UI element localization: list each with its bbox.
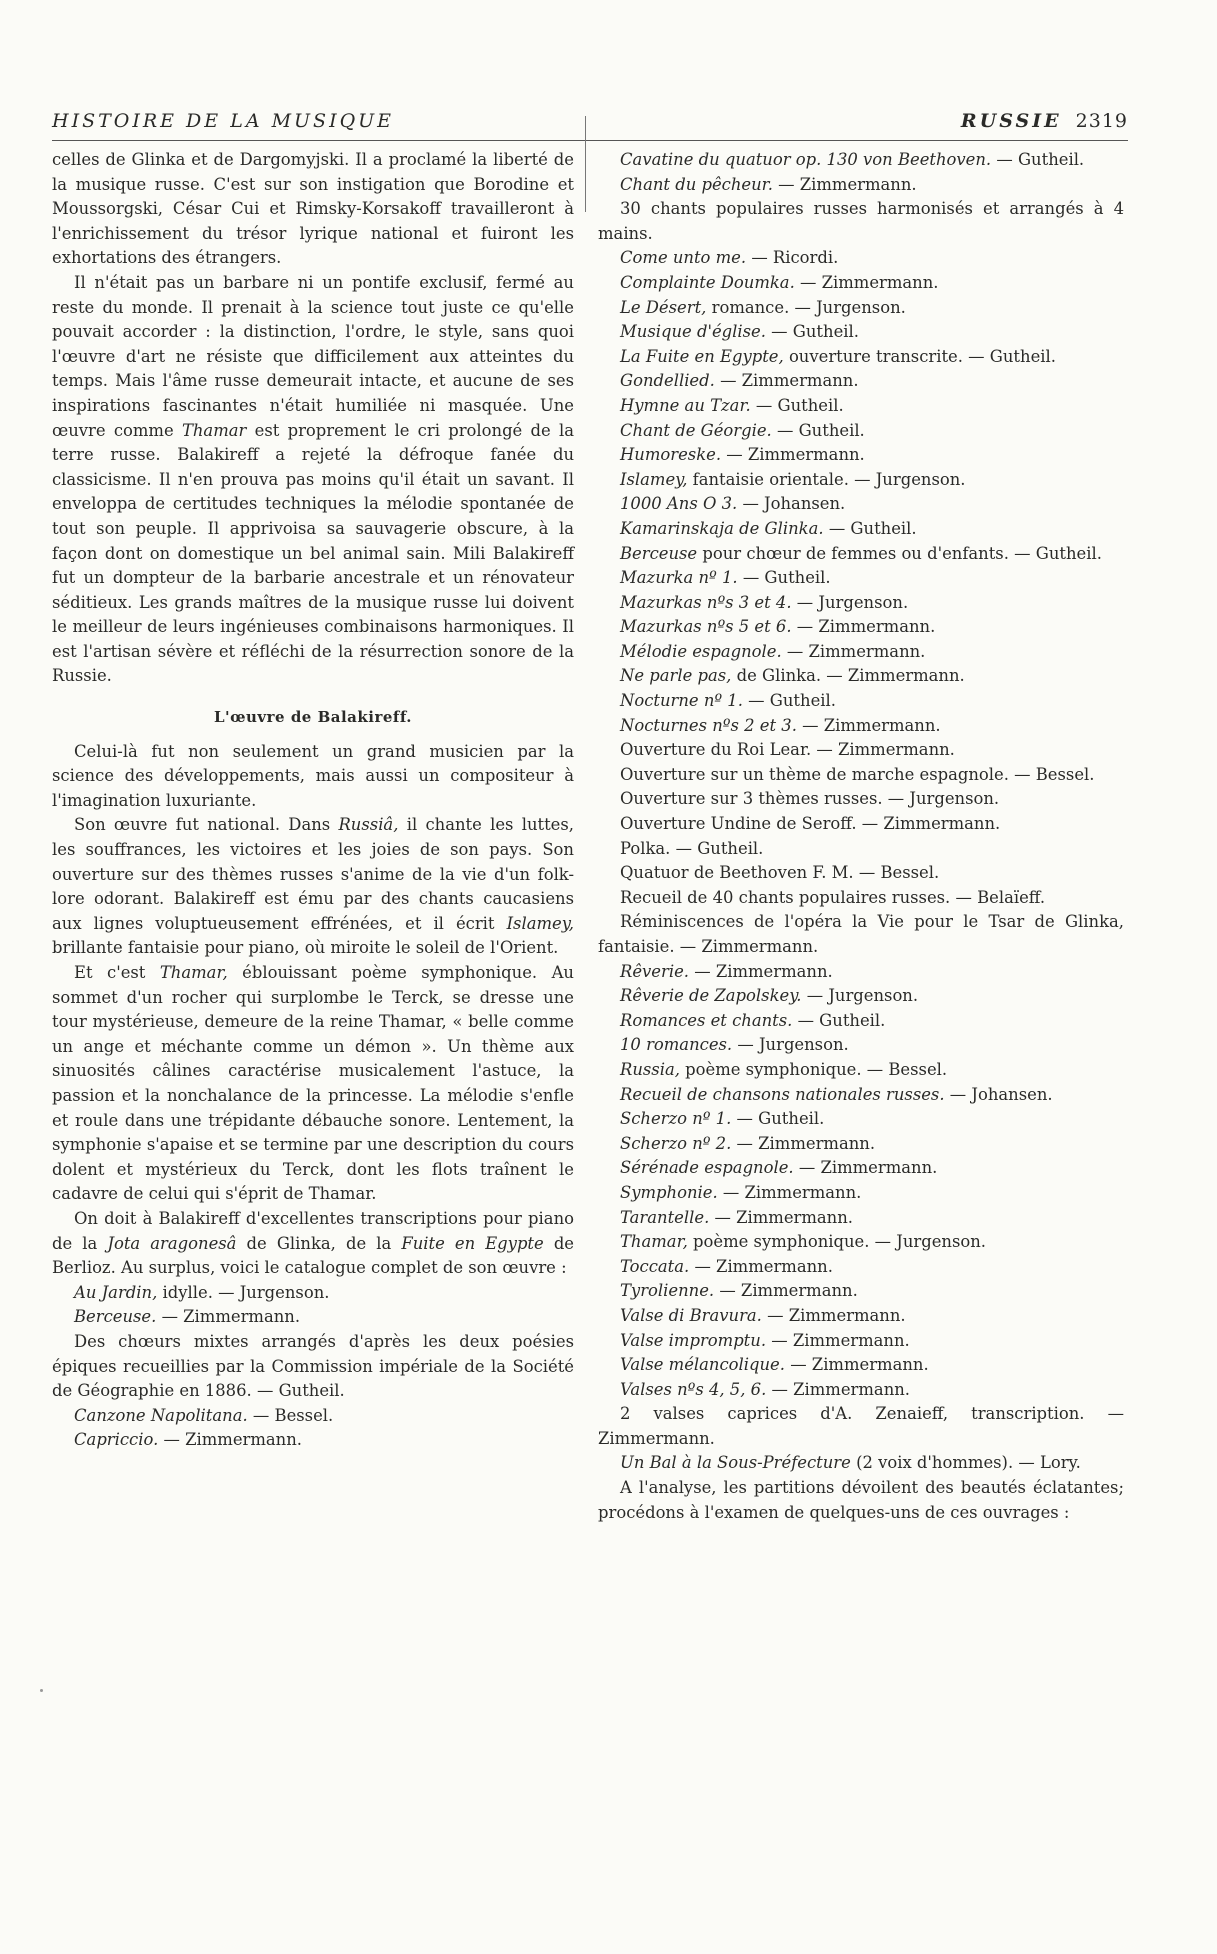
left-column	[52, 148, 574, 1453]
text-run: On doit à Balakireff d'excellentes transcriptions pour piano de la	[52, 1208, 574, 1253]
catalogue-entry	[598, 1378, 1124, 1403]
work-title: Fuite en Egypte	[401, 1233, 544, 1253]
catalogue-entry	[598, 197, 1124, 246]
work-title: Come unto me.	[620, 248, 747, 268]
work-title: Russiâ,	[338, 815, 399, 835]
work-title: Kamarinskaja de Glinka.	[620, 518, 824, 538]
work-title: Ne parle pas,	[620, 666, 732, 686]
work-title: Canzone Napolitana.	[74, 1405, 248, 1425]
text-run: de Glinka, de la	[246, 1233, 392, 1253]
publisher-text: — Johansen.	[742, 494, 846, 514]
publisher-text: — Zimmermann.	[767, 1305, 906, 1325]
page-speck	[40, 1689, 43, 1692]
work-title: Valses nºs 4, 5, 6.	[620, 1379, 767, 1399]
publisher-text: — Zimmermann.	[163, 1430, 302, 1450]
publisher-text: de Glinka. — Zimmermann.	[736, 666, 965, 686]
catalogue-entry	[598, 886, 1124, 911]
column-divider	[585, 116, 586, 212]
publisher-text: poème symphonique. — Bessel.	[685, 1059, 948, 1079]
work-title: Thamar	[181, 420, 247, 440]
text-run: de Berlioz. Au surplus, voici le catalogue complet de son œuvre :	[52, 1233, 575, 1278]
text-run: Son œuvre fut national. Dans	[74, 815, 331, 835]
running-header	[52, 110, 1128, 136]
catalogue-entry	[598, 296, 1124, 321]
catalogue-entry	[598, 246, 1124, 271]
catalogue-entry	[598, 714, 1124, 739]
work-title: 1000 Ans O 3.	[620, 494, 738, 514]
catalogue-entry	[598, 443, 1124, 468]
publisher-text: — Zimmermann.	[726, 445, 865, 465]
publisher-text: Réminiscences de l'opéra la Vie pour le Tsar de Glinka, fantaisie. — Zimmermann.	[598, 912, 1124, 956]
publisher-text: poème symphonique. — Jurgenson.	[693, 1232, 987, 1252]
work-title: Sérénade espagnole.	[620, 1158, 794, 1178]
catalogue-entry	[598, 738, 1124, 763]
catalogue-entry	[598, 320, 1124, 345]
work-title: Mazurka nº 1.	[620, 568, 738, 588]
catalogue-list	[598, 148, 1124, 1476]
work-title: 10 romances.	[620, 1035, 733, 1055]
work-title: Mazurkas nºs 5 et 6.	[620, 617, 792, 637]
work-title: Musique d'église.	[620, 322, 766, 342]
work-title: Au Jardin,	[74, 1282, 158, 1302]
publisher-text: fantaisie orientale. — Jurgenson.	[692, 469, 966, 489]
header-section	[961, 110, 1128, 132]
work-title: Valse impromptu.	[620, 1330, 767, 1350]
catalogue-entry	[598, 173, 1124, 198]
work-title: Gondellied.	[620, 371, 715, 391]
work-title: Islamey,	[506, 913, 574, 933]
work-title: Humoreske.	[620, 445, 722, 465]
catalogue-entry	[598, 689, 1124, 714]
publisher-text: — Zimmermann.	[720, 371, 859, 391]
work-title: Cavatine du quatuor op. 130 von Beethoven.	[620, 150, 992, 169]
work-title: Nocturne nº 1.	[620, 691, 743, 711]
catalogue-entry	[598, 910, 1124, 959]
work-title: Mazurkas nºs 3 et 4.	[620, 592, 792, 612]
work-title: Romances et chants.	[620, 1010, 793, 1030]
catalogue-entry	[598, 1230, 1124, 1255]
publisher-text: — Zimmermann.	[800, 272, 939, 292]
work-title: Jota aragonesâ	[107, 1233, 237, 1253]
catalogue-entry	[598, 1451, 1124, 1476]
publisher-text: — Zimmermann.	[722, 1182, 862, 1202]
publisher-text: — Zimmermann.	[802, 715, 941, 735]
publisher-text: Recueil de 40 chants populaires russes. — Belaïeff.	[620, 887, 1046, 907]
catalogue-entry	[598, 1107, 1124, 1132]
catalogue-entry	[52, 1281, 574, 1306]
publisher-text: — Zimmermann.	[714, 1207, 853, 1227]
catalogue-entry	[52, 1305, 574, 1330]
closing-paragraph: A l'analyse, les partitions dévoilent des beautés éclatantes; procédons à l'examen de quelques-uns de ces ouvrages :	[598, 1478, 1124, 1522]
work-title: Thamar,	[159, 963, 228, 982]
work-title: Complainte Doumka.	[620, 272, 795, 292]
publisher-text: — Gutheil.	[755, 395, 844, 415]
paragraph	[52, 961, 574, 1207]
page-number: 2319	[1075, 110, 1128, 132]
paragraph	[52, 1207, 574, 1281]
catalogue-entry	[598, 787, 1124, 812]
text-run: Il n'était pas un barbare ni un pontife exclusif, fermé au reste du monde. Il prenait à la science tout juste ce qu'elle pouvait accorder : la distinction, l'ordre, le style, sans quoi l'œuvre d'art ne résiste que difficilement aux atteintes du temps. Mais l'âme russe demeurait intacte, et aucune de ses inspirations fascinantes n'était humiliée ni masquée. Une œuvre comme	[52, 272, 574, 440]
catalogue-entry	[598, 345, 1124, 370]
work-title: Russia,	[620, 1059, 680, 1079]
work-title: Rêverie de Zapolskey.	[620, 986, 802, 1006]
publisher-text: — Gutheil.	[771, 322, 859, 342]
text-run: Et c'est	[74, 963, 146, 982]
publisher-text: idylle. — Jurgenson.	[162, 1282, 330, 1302]
work-title: Mélodie espagnole.	[620, 641, 782, 661]
catalogue-entry	[52, 1404, 574, 1429]
publisher-text: — Bessel.	[252, 1405, 334, 1425]
text-run: est proprement le cri prolongé de la terre russe. Balakireff a rejeté la défroque fanée du classicisme. Il n'en prouva pas moins qu'il était un savant. Il enveloppa de certitudes techniques la mélodie spontanée de tout son peuple. Il apprivoisa sa sauvagerie obscure, à la façon dont on domestique un bel animal sain. Mili Balakireff fut un dompteur de la barbarie ancestrale et un rénovateur séditieux. Les grands maîtres de la musique russe lui doivent le meilleur de leurs ingénieuses combinaisons harmoniques. Il est l'artisan sévère et réfléchi de la résurrection sonore de la Russie.	[52, 420, 574, 686]
work-title: Valse di Bravura.	[620, 1305, 762, 1325]
text-run: il chante les luttes, les souffrances, les victoires et les joies de son pays. Son ouverture sur des thèmes russes s'anime de la vie d'un folk-lore odorant. Balakireff est ému par des chants caucasiens aux lignes voluptueusement effrénées, et il écrit	[52, 815, 574, 933]
publisher-text: Ouverture sur un thème de marche espagnole. — Bessel.	[620, 764, 1095, 784]
paragraph: celles de Glinka et de Dargomyjski. Il a proclamé la liberté de la musique russe. C'est sur son instigation que Borodine et Moussorgski, César Cui et Rimsky-Korsakoff travailleront à l'enrichissement du trésor lyrique national et fuiront les exhortations des étrangers.	[52, 150, 574, 268]
catalogue-entry	[598, 1353, 1124, 1378]
work-title: Islamey,	[620, 469, 688, 489]
catalogue-entry	[598, 1279, 1124, 1304]
publisher-text: — Zimmermann.	[161, 1307, 301, 1327]
section-heading: L'œuvre de Balakireff.	[213, 708, 413, 727]
catalogue-entry	[598, 1304, 1124, 1329]
catalogue-entry	[598, 542, 1124, 567]
catalogue-entry	[598, 1058, 1124, 1083]
publisher-text: — Jurgenson.	[737, 1035, 849, 1055]
work-title: Nocturnes nºs 2 et 3.	[620, 715, 797, 735]
catalogue-entry	[598, 369, 1124, 394]
catalogue-entry	[598, 1255, 1124, 1280]
right-column	[598, 148, 1124, 1525]
catalogue-entry	[598, 517, 1124, 542]
catalogue-entry	[598, 1329, 1124, 1354]
catalogue-entry	[598, 1083, 1124, 1108]
catalogue-entry	[598, 148, 1124, 173]
catalogue-entry: Des chœurs mixtes arrangés d'après les deux poésies épiques recueillies par la Commission impériale de la Société de Géographie en 1886. — Gutheil.	[52, 1331, 574, 1401]
work-title: Scherzo nº 1.	[620, 1109, 732, 1129]
publisher-text: pour chœur de femmes ou d'enfants. — Gutheil.	[702, 543, 1102, 563]
work-title: Symphonie.	[620, 1182, 718, 1202]
catalogue-entry	[598, 468, 1124, 493]
catalogue-entry	[598, 394, 1124, 419]
work-title: Thamar,	[620, 1232, 688, 1252]
publisher-text: — Zimmermann.	[798, 1158, 938, 1178]
publisher-text: — Gutheil.	[748, 691, 836, 711]
paragraph	[52, 813, 574, 961]
publisher-text: — Zimmermann.	[786, 641, 926, 661]
catalogue-entry	[598, 492, 1124, 517]
publisher-text: — Gutheil.	[742, 568, 831, 588]
publisher-text: ouverture transcrite. — Gutheil.	[788, 346, 1056, 366]
catalogue-entry	[598, 566, 1124, 591]
catalogue-entry	[598, 591, 1124, 616]
publisher-text: — Gutheil.	[776, 420, 865, 440]
publisher-text: 2 valses caprices d'A. Zenaieff, transcription. — Zimmermann.	[598, 1404, 1124, 1448]
work-title: Tarantelle.	[620, 1207, 710, 1227]
work-title: Berceuse.	[74, 1307, 157, 1327]
catalogue-entry	[598, 664, 1124, 689]
publisher-text: romance. — Jurgenson.	[711, 297, 906, 317]
publisher-text: Ouverture sur 3 thèmes russes. — Jurgenson.	[620, 789, 1000, 809]
work-title: Recueil de chansons nationales russes.	[620, 1084, 945, 1104]
catalogue-entry	[598, 1402, 1124, 1451]
publisher-text: — Zimmermann.	[736, 1133, 876, 1153]
publisher-text: — Jurgenson.	[796, 592, 909, 612]
catalogue-entry	[598, 1033, 1124, 1058]
publisher-text: 30 chants populaires russes harmonisés et arrangés à 4 mains.	[598, 199, 1124, 243]
publisher-text: — Zimmermann.	[694, 961, 833, 981]
work-title: Scherzo nº 2.	[620, 1133, 732, 1153]
publisher-text: — Zimmermann.	[771, 1379, 911, 1399]
work-title: Hymne au Tzar.	[620, 395, 751, 415]
catalogue-entry	[598, 419, 1124, 444]
header-section-title: RUSSIE	[960, 110, 1062, 132]
publisher-text: — Zimmermann.	[694, 1256, 833, 1276]
catalogue-entry	[598, 763, 1124, 788]
publisher-text: — Gutheil.	[797, 1010, 886, 1030]
catalogue-entry	[598, 271, 1124, 296]
work-title: Tyrolienne.	[620, 1281, 715, 1301]
catalogue-entry	[598, 1181, 1124, 1206]
publisher-text: — Zimmermann.	[719, 1281, 858, 1301]
publisher-text: Ouverture Undine de Seroff. — Zimmermann.	[620, 814, 1001, 834]
catalogue-entry	[598, 837, 1124, 862]
catalogue-entry	[598, 1156, 1124, 1181]
publisher-text: — Zimmermann.	[796, 617, 936, 637]
catalogue-entry	[598, 1132, 1124, 1157]
publisher-text: Quatuor de Beethoven F. M. — Bessel.	[620, 863, 940, 883]
publisher-text: — Zimmermann.	[778, 174, 917, 194]
publisher-text: — Johansen.	[949, 1084, 1053, 1104]
catalogue-entry	[598, 1009, 1124, 1034]
text-run: brillante fantaisie pour piano, où miroite le soleil de l'Orient.	[52, 938, 559, 958]
work-title: Un Bal à la Sous-Préfecture	[620, 1453, 851, 1473]
publisher-text: (2 voix d'hommes). — Lory.	[856, 1453, 1081, 1473]
catalogue-entry	[598, 1206, 1124, 1231]
paragraph	[52, 271, 574, 689]
work-title: Le Désert,	[620, 297, 707, 317]
catalogue-entry	[598, 812, 1124, 837]
publisher-text: — Gutheil.	[736, 1109, 825, 1129]
publisher-text: — Ricordi.	[751, 248, 839, 268]
header-title: HISTOIRE DE LA MUSIQUE	[52, 110, 395, 132]
publisher-text: — Gutheil.	[828, 518, 917, 538]
publisher-text: — Jurgenson.	[806, 986, 919, 1006]
publisher-text: Polka. — Gutheil.	[620, 838, 764, 858]
publisher-text: — Zimmermann.	[790, 1355, 929, 1375]
work-title: Chant de Géorgie.	[620, 420, 772, 440]
publisher-text: Ouverture du Roi Lear. — Zimmermann.	[620, 740, 955, 760]
work-title: Rêverie.	[620, 961, 689, 981]
work-title: Valse mélancolique.	[620, 1355, 785, 1375]
catalogue-entry	[598, 615, 1124, 640]
publisher-text: — Gutheil.	[996, 150, 1085, 169]
work-title: La Fuite en Egypte,	[620, 346, 784, 366]
work-title: Berceuse	[620, 543, 698, 563]
catalogue-entry	[52, 1428, 574, 1453]
catalogue-entry	[598, 861, 1124, 886]
work-title: Capriccio.	[74, 1430, 159, 1450]
catalogue-entry	[598, 984, 1124, 1009]
work-title: Toccata.	[620, 1256, 690, 1276]
paragraph: Celui-là fut non seulement un grand musicien par la science des développements, mais aussi un compositeur à l'imagination luxuriante.	[52, 741, 574, 810]
catalogue-entry	[598, 640, 1124, 665]
text-run: éblouissant poème symphonique. Au sommet d'un rocher qui surplombe le Terck, se dresse une tour mystérieuse, demeure de la reine Thamar, « belle comme un ange et méchante comme un démon ». Un thème aux sinuosités câlines caractérise musicalement l'astuce, la passion et la nonchalance de la princesse. La mélodie s'enfle et roule dans une trépidante débauche sonore. Lentement, la symphonie s'apaise et se termine par une description du cours dolent et mystérieux du Terck, dont les flots traînent le cadavre de celui qui s'éprit de Thamar.	[52, 963, 574, 1204]
work-title: Chant du pêcheur.	[620, 174, 773, 194]
catalogue-entry	[598, 960, 1124, 985]
header-rule	[52, 140, 1128, 141]
publisher-text: — Zimmermann.	[771, 1330, 910, 1350]
